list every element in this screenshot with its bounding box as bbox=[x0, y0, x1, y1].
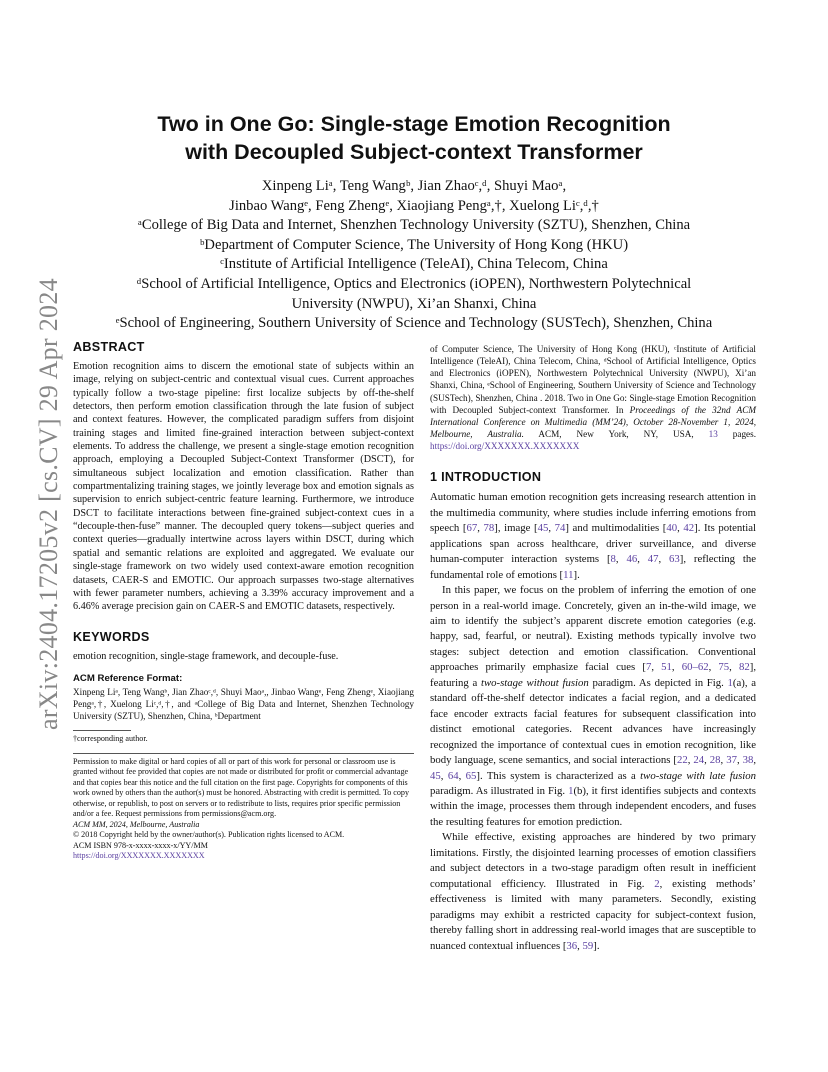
citation-link[interactable]: 46 bbox=[626, 553, 638, 566]
affiliation-d-line-2: University (NWPU), Xi’an Shanxi, China bbox=[291, 295, 537, 312]
citation-link[interactable]: 60–62 bbox=[681, 661, 709, 674]
permission-rule bbox=[73, 753, 414, 754]
citation-link[interactable]: 28 bbox=[709, 754, 721, 767]
intro-paragraph-1: Automatic human emotion recognition gets increasing research attention in the multimedia community, where studies include inferring emotions from speech [67, 78], image [45, 74] and multimodalities [40, 42]. Its potential applications span across healthcare, driver surveillance, and diverse human-computer interaction systems [8, 46, 47, 63], reflecting the fundamental role of emotions [11]. bbox=[430, 491, 757, 581]
citation-link[interactable]: 82 bbox=[739, 661, 750, 674]
citation-link[interactable]: 63 bbox=[669, 553, 680, 566]
citation-link[interactable]: 65 bbox=[465, 769, 477, 782]
citation-link[interactable]: 7 bbox=[645, 661, 652, 674]
permission-doi-link[interactable]: https://doi.org/XXXXXXX.XXXXXXX bbox=[73, 851, 205, 861]
citation-link[interactable]: 36 bbox=[566, 939, 578, 952]
citation-link[interactable]: 42 bbox=[683, 522, 695, 535]
affiliation-d-line-1: ᵈSchool of Artificial Intelligence, Optics and Electronics (iOPEN), Northwestern Polytechnical bbox=[136, 275, 692, 292]
abstract-text: Emotion recognition aims to discern the emotional state of subjects within an image, relying on subject-centric and contextual visual cues. Current approaches typically follow a two-stage pipeline: first localize subjects by off-the-shelf detectors, then perform emotion classification through the late fusion of subject and context features. However, the complicated paradigm suffers from disjoint training stages and limited fine-grained interaction between subject-context elements. To address the challenge, we present a single-stage emotion recognition approach, employing a Decoupled Subject-Context Transformer (DSCT), for simultaneous subject localization and emotion classification. Rather than compartmentalizing training stages, we jointly leverage box and emotion signals as supervision to enrich subject-centric feature learning. Furthermore, we introduce DSCT to facilitate interactions between fine-grained subject-context cues in a “decouple-then-fuse” manner. The decoupled query tokens—subject queries and context queries—gradually intertwine across layers within DSCT, during which spatial and semantic relations are exploited and aggregated. We evaluate our single-stage framework on two widely used context-aware emotion recognition datasets, CAER-S and EMOTIC. Our approach surpasses two-stage alternatives with fewer parameter numbers, achieving a 3.39% accuracy improvement and a 6.46% average precision gain on CAER-S and EMOTIC datasets, respectively. bbox=[73, 361, 414, 613]
citation-link[interactable]: 40 bbox=[666, 522, 678, 535]
affiliation-a: ᵃCollege of Big Data and Internet, Shenzhen Technology University (SZTU), Shenzhen, China bbox=[137, 217, 691, 234]
intro-paragraph-3: While effective, existing approaches are hindered by two primary limitations. Firstly, the disjointed learning processes of emotion classifiers and subject detectors in a two-stage paradigm often result in inefficient computational efficiency. Illustrated in Fig. 2, existing methods’ effectiveness is limited with many parameters. Secondly, existing paradigms may exhibit a restricted capacity for subject-context fusion, thereby falling short in addressing real-world images that are susceptible to nuanced contextual influences [36, 59]. bbox=[430, 831, 756, 952]
acm-reference-left: Xinpeng Liᵃ, Teng Wangᵇ, Jian Zhaoᶜ,ᵈ, Shuyi Maoᵃ,, Jinbao Wangᵉ, Feng Zhengᵉ, Xiaojiang Pengᵃ,†, Xuelong Liᶜ,ᵈ,†, and ᵃCollege of Big Data and Internet, Shenzhen Technology University (SZTU), Shenzhen, China, ᵇDepartment bbox=[73, 686, 414, 722]
acm-reference-heading: ACM Reference Format: bbox=[73, 672, 183, 684]
citation-link[interactable]: 22 bbox=[676, 754, 688, 767]
citation-link[interactable]: 47 bbox=[647, 553, 659, 566]
citation-link[interactable]: 51 bbox=[661, 661, 672, 674]
emphasis-text: two-stage with late fusion bbox=[640, 769, 756, 782]
copyright-line: © 2018 Copyright held by the owner/author(s). Publication rights licensed to ACM. bbox=[73, 830, 345, 840]
citation-link[interactable]: 45 bbox=[537, 522, 549, 535]
author-line-1: Xinpeng Liᵃ, Teng Wangᵇ, Jian Zhaoᶜ,ᵈ, Shuyi Maoᵃ, bbox=[261, 178, 567, 194]
author-line-2: Jinbao Wangᵉ, Feng Zhengᵉ, Xiaojiang Pengᵃ,†, Xuelong Liᶜ,ᵈ,† bbox=[229, 197, 599, 214]
permission-notice: Permission to make digital or hard copies of all or part of this work for personal or classroom use is granted without fee provided that copies are not made or distributed for profit or commercial advantage and that copies bear this notice and the full citation on the first page. Copyrights for components of this work owned by others than the author(s) must be honored. Abstracting with credit is permitted. To copy otherwise, or republish, to post on servers or to redistribute to lists, requires prior specific permission and/or a fee. Request permissions from permissions@acm.org. bbox=[73, 756, 410, 819]
acm-reference-continued: of Computer Science, The University of Hong Kong (HKU), ᶜInstitute of Artificial Intelligence (TeleAI), China Telecom, China, ᵈSchool of Artificial Intelligence, Optics and Electronics (iOPEN), Northwestern Polytechnical University (NWPU), Xi’an Shanxi, China, ᵉSchool of Engineering, Southern University of Science and Technology (SUSTech), Shenzhen, China . 2018. Two in One Go: Single-stage Emotion Recognition with Decoupled Subject-context Transformer. In Proceedings of the 32nd ACM International Conference on Multimedia (MM’24), October 28-November 1, 2024, Melbourne, Australia. ACM, New York, NY, USA, 13 pages. https://doi.org/XXXXXXX.XXXXXXX bbox=[430, 344, 756, 452]
intro-paragraph-2: In this paper, we focus on the problem of inferring the emotion of one person in a real-world image. Concretely, given an in-the-wild image, we aim to identify the subject’s apparent discrete emotion categories (e.g. happy, sad, fearful, or neutral). Existing methods typically involve two stages: subject detection and emotion classification. Conventional approaches primarily emphasize facial cues [7, 51, 60–62, 75, 82], featuring a two-stage without fusion paradigm. As depicted in Fig. 1(a), a standard off-the-shelf detector indicates a facial region, and a dedicated face encoder extracts facial features for subsequent classification into distinct emotional categories. Recent advances have increasingly recognized the importance of contextual cues in emotion recognition, like body language, scene semantics, and social interactions [22, 24, 28, 37, 38, 45, 64, 65]. This system is characterized as a two-stage with late fusion paradigm. As illustrated in Fig. 1(b), it first identifies subjects and contexts within the image, processes them through independent encoders, and fuses the resulting features for emotion prediction. bbox=[430, 584, 757, 828]
citation-link[interactable]: 45 bbox=[430, 769, 441, 782]
footnote-rule bbox=[73, 730, 131, 731]
conference-venue: ACM MM, 2024, Melbourne, Australia bbox=[73, 819, 200, 829]
author-block bbox=[0, 177, 828, 334]
keywords-text: emotion recognition, single-stage framework, and decouple-fuse. bbox=[73, 650, 339, 662]
affiliation-b: ᵇDepartment of Computer Science, The University of Hong Kong (HKU) bbox=[199, 236, 629, 253]
citation-link[interactable]: 8 bbox=[610, 553, 616, 566]
introduction-body bbox=[430, 490, 756, 954]
arxiv-stamp: arXiv:2404.17205v2 [cs.CV] 29 Apr 2024 bbox=[34, 278, 63, 730]
isbn-line: ACM ISBN 978-x-xxxx-xxxx-x/YY/MM bbox=[73, 840, 208, 850]
reference-doi-link[interactable]: https://doi.org/XXXXXXX.XXXXXXX bbox=[430, 441, 580, 452]
affiliation-e: ᵉSchool of Engineering, Southern University of Science and Technology (SUSTech), Shenzhen, China bbox=[115, 315, 713, 332]
affiliation-c: ᶜInstitute of Artificial Intelligence (TeleAI), China Telecom, China bbox=[220, 256, 608, 273]
corresponding-author-note: †corresponding author. bbox=[73, 734, 148, 744]
citation-link[interactable]: 1 bbox=[568, 785, 574, 798]
right-column bbox=[430, 343, 756, 954]
citation-link[interactable]: 1 bbox=[727, 676, 733, 689]
citation-link[interactable]: 24 bbox=[693, 754, 705, 767]
citation-link[interactable]: 11 bbox=[563, 568, 574, 581]
title-line-2: with Decoupled Subject-context Transformer bbox=[185, 140, 643, 164]
abstract-heading: ABSTRACT bbox=[73, 340, 145, 354]
left-column bbox=[73, 340, 414, 862]
citation-link[interactable]: 75 bbox=[718, 661, 730, 674]
emphasis-text: two-stage without fusion bbox=[481, 676, 589, 689]
citation-link[interactable]: 67 bbox=[466, 522, 478, 535]
paper-title bbox=[0, 110, 828, 166]
introduction-heading: 1 INTRODUCTION bbox=[430, 470, 542, 485]
citation-link[interactable]: 2 bbox=[654, 877, 660, 890]
citation-link[interactable]: 37 bbox=[726, 754, 737, 767]
keywords-heading: KEYWORDS bbox=[73, 629, 150, 644]
citation-link[interactable]: 59 bbox=[582, 939, 594, 952]
citation-link[interactable]: 64 bbox=[447, 769, 459, 782]
citation-link[interactable]: 38 bbox=[742, 754, 754, 767]
title-line-1: Two in One Go: Single-stage Emotion Recognition bbox=[157, 112, 671, 136]
citation-link[interactable]: 78 bbox=[483, 522, 495, 535]
pages-link[interactable]: 13 bbox=[708, 429, 718, 440]
citation-link[interactable]: 74 bbox=[554, 522, 566, 535]
